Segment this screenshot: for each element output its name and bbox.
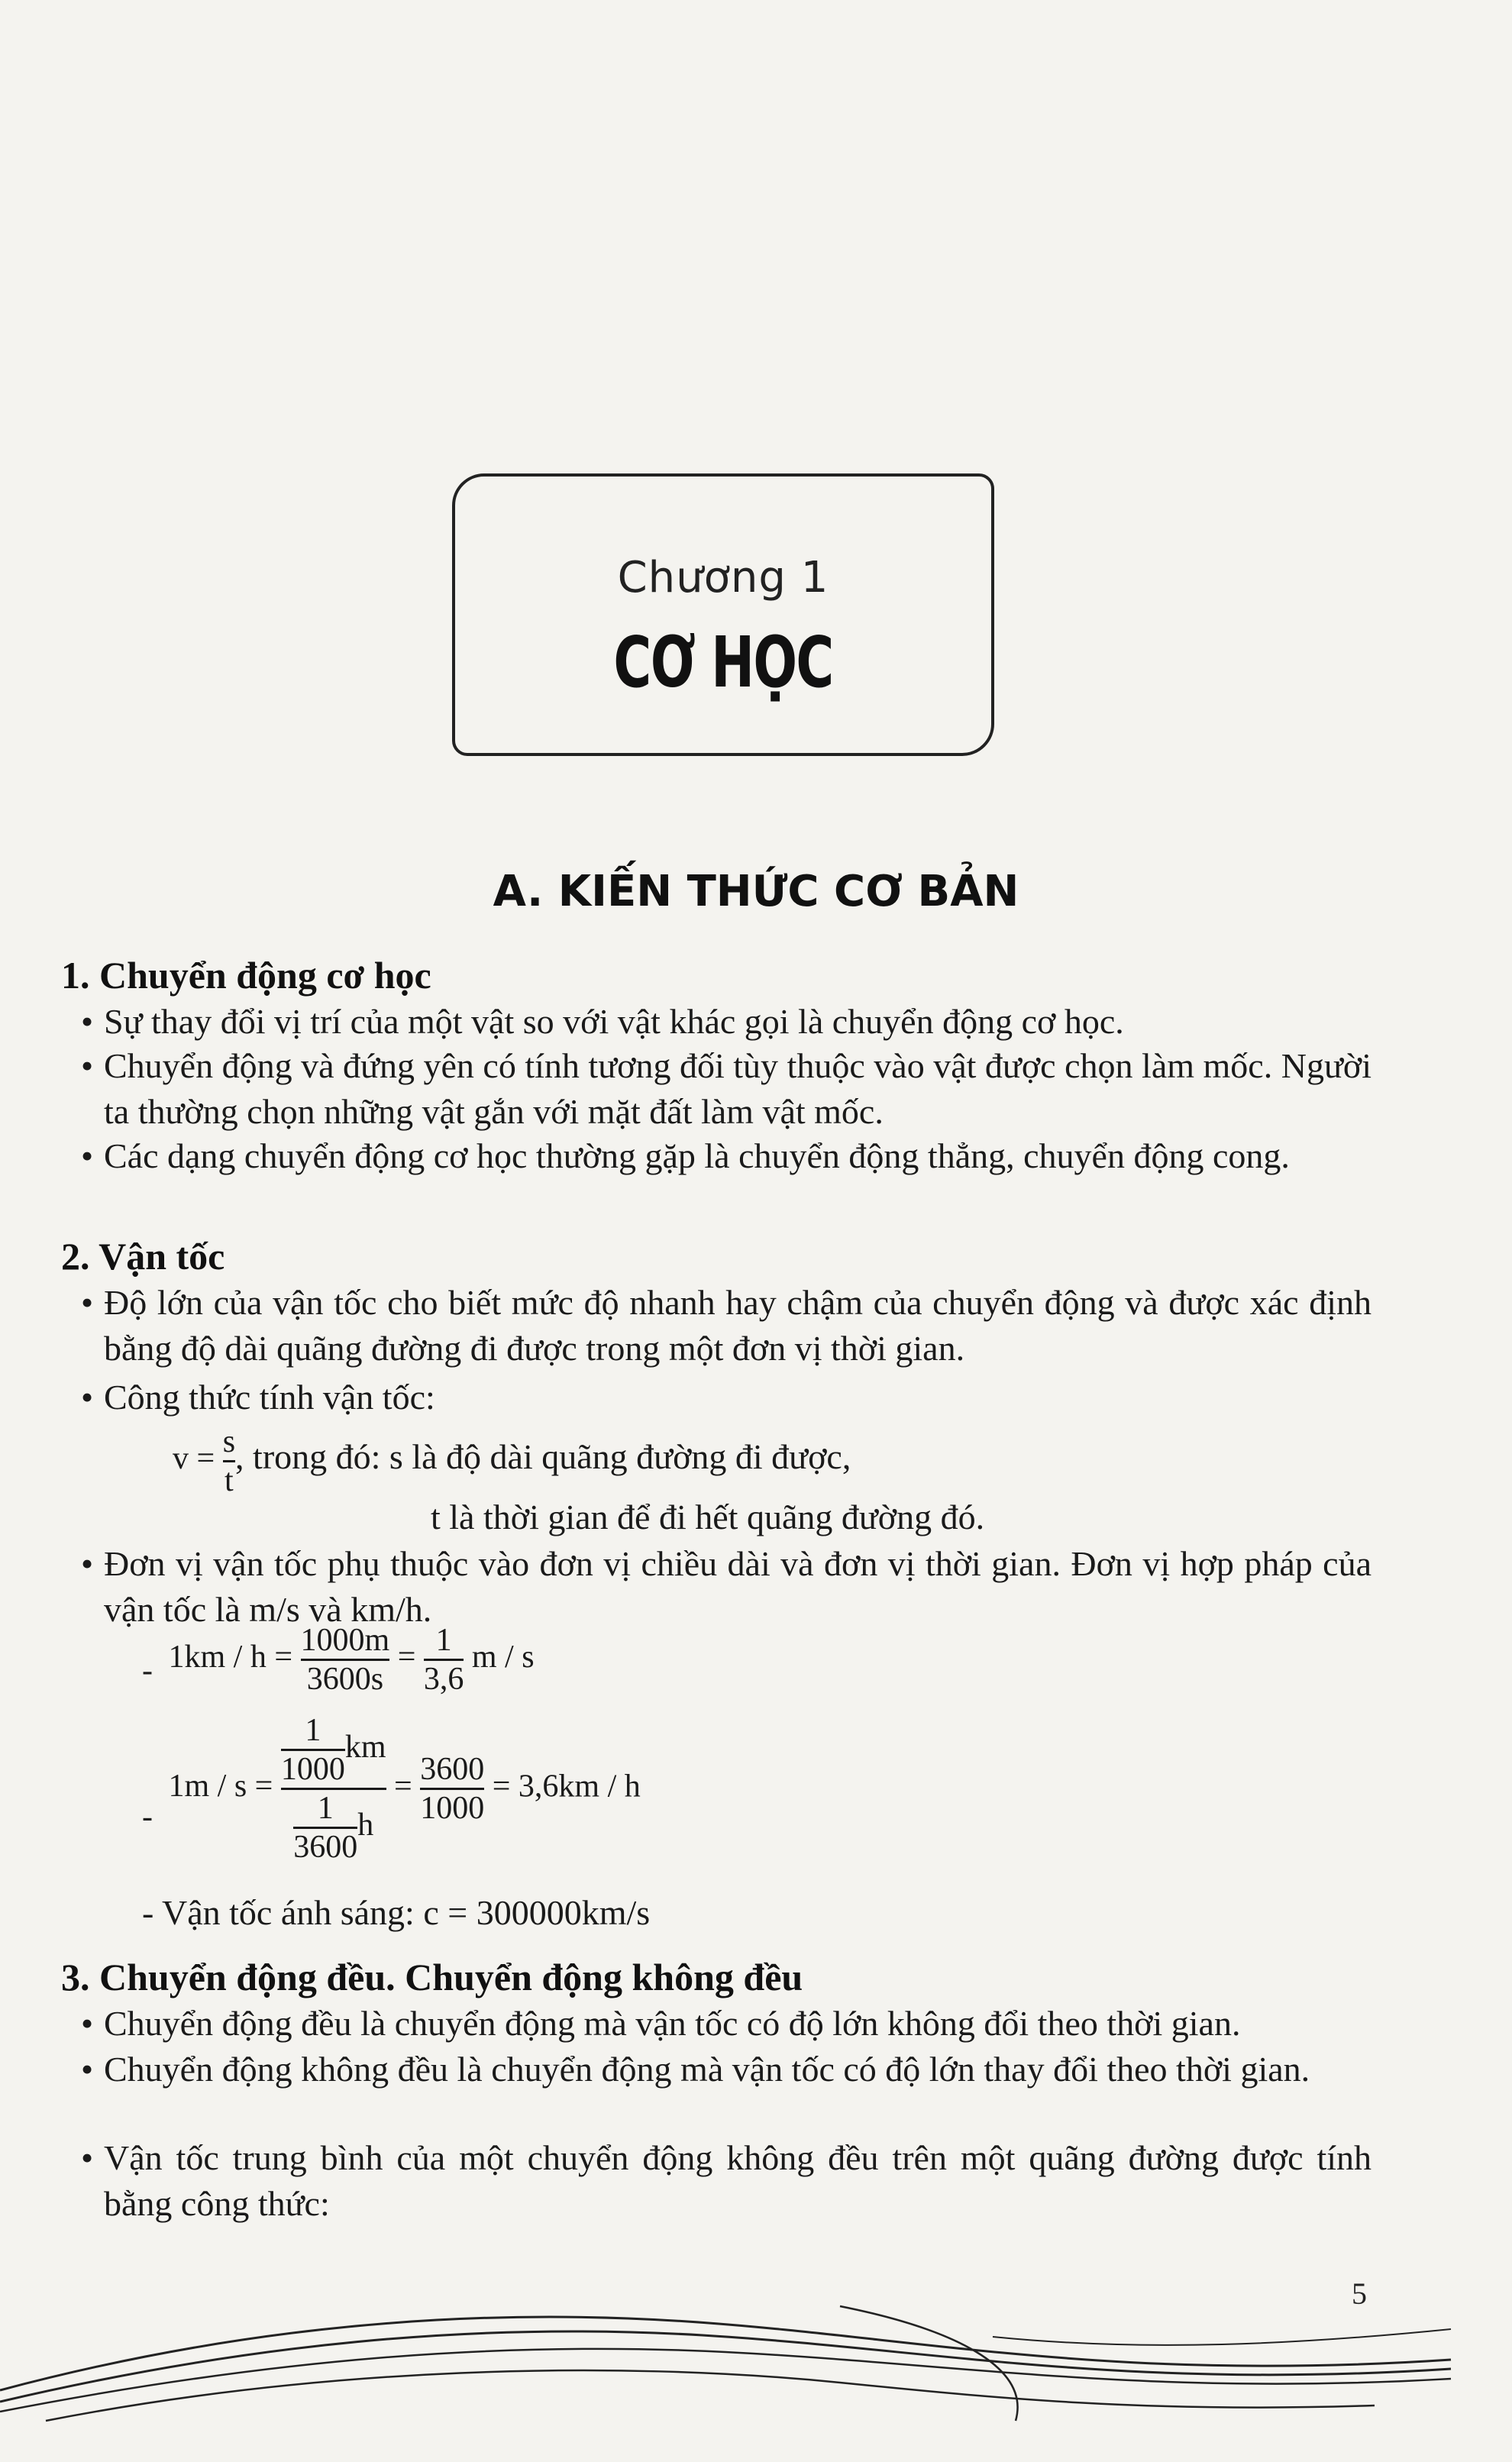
velocity-formula <box>173 1425 851 1498</box>
s3-bullet-2 <box>81 2047 1371 2092</box>
s3-bullet-2-text: Chuyển động không đều là chuyển động mà vận tốc có độ lớn thay đổi theo thời gian. <box>104 2050 1310 2089</box>
s2-bullet-2 <box>81 1375 1371 1420</box>
fraction-1000m-3600s <box>301 1624 390 1696</box>
fraction-3600-1000 <box>420 1753 484 1825</box>
bullet-dot: • <box>81 1046 94 1085</box>
denominator: t <box>225 1463 234 1499</box>
s2-bullet-2-text: Công thức tính vận tốc: <box>104 1378 435 1417</box>
formula-explanation-1: , trong đó: s là độ dài quãng đường đi được, <box>235 1437 851 1477</box>
section-2-title: 2. Vận tốc <box>61 1235 225 1278</box>
chapter-label: Chương 1 <box>617 553 829 603</box>
numerator: 1 <box>305 1713 321 1748</box>
fraction-bar <box>424 1659 464 1661</box>
s1-bullet-1-text: Sự thay đổi vị trí của một vật so với vật khác gọi là chuyển động cơ học. <box>104 1002 1124 1041</box>
compound-denominator <box>281 1792 386 1864</box>
section-3-title: 3. Chuyển động đều. Chuyển động không đều <box>61 1956 803 1998</box>
conversion-result: = 3,6km / h <box>492 1769 641 1804</box>
s2-bullet-1-text: Độ lớn của vận tốc cho biết mức độ nhanh hay chậm của chuyển động và được xác định bằng độ dài quãng đường đi được trong một đơn vị thời gian. <box>104 1283 1371 1368</box>
conversion-lhs: 1m / s = <box>168 1769 273 1804</box>
s1-bullet-3 <box>81 1133 1371 1179</box>
bullet-dot: • <box>81 2004 94 2043</box>
light-speed: - Vận tốc ánh sáng: c = 300000km/s <box>142 1893 651 1932</box>
s1-bullet-3-text: Các dạng chuyển động cơ học thường gặp là chuyển động thẳng, chuyển động cong. <box>104 1136 1290 1175</box>
s2-bullet-1 <box>81 1280 1371 1372</box>
s1-bullet-1 <box>81 999 1371 1045</box>
fraction-bar <box>420 1788 484 1790</box>
s2-bullet-3-text: Đơn vị vận tốc phụ thuộc vào đơn vị chiều dài và đơn vị thời gian. Đơn vị hợp pháp của vận tốc là m/s và km/h. <box>104 1544 1371 1629</box>
fraction-bar <box>223 1460 235 1462</box>
numerator: s <box>222 1424 236 1459</box>
conversion-lhs: 1km / h = <box>168 1640 293 1675</box>
bullet-dot: • <box>81 1136 94 1175</box>
denominator: 1000 <box>280 1752 345 1788</box>
unit-h: h <box>357 1808 374 1843</box>
denominator: 1000 <box>420 1791 485 1827</box>
page-number: 5 <box>1352 2276 1367 2311</box>
fraction-s-over-t <box>223 1425 235 1498</box>
fraction-bar <box>293 1827 357 1829</box>
main-fraction-bar <box>281 1788 386 1790</box>
formula-explanation-2: t là thời gian để đi hết quãng đường đó. <box>431 1498 985 1536</box>
denominator: 3600s <box>306 1662 384 1698</box>
compound-fraction <box>281 1714 386 1864</box>
formula-lhs: v = <box>173 1441 215 1477</box>
bullet-dot: • <box>81 1283 94 1322</box>
s2-bullet-3 <box>81 1541 1371 1633</box>
chapter-box <box>452 473 994 756</box>
s1-bullet-2-text: Chuyển động và đứng yên có tính tương đối tùy thuộc vào vật được chọn làm mốc. Người ta thường chọn những vật gắn với mặt đất làm vật mốc. <box>104 1046 1371 1131</box>
chapter-title: CƠ HỌC <box>613 622 833 703</box>
dash: - <box>142 1799 153 1835</box>
bullet-dot: • <box>81 2050 94 2089</box>
fraction-bar <box>281 1749 345 1751</box>
numerator: 1 <box>435 1623 452 1658</box>
denominator: 3600 <box>293 1830 358 1866</box>
fraction-1-3600 <box>293 1792 357 1864</box>
bullet-dot: • <box>81 2138 94 2177</box>
conversion-ms <box>142 1714 641 1864</box>
section-heading: A. KIẾN THỨC CƠ BẢN <box>493 867 1019 916</box>
conversion-kmh <box>142 1624 535 1696</box>
unit-km: km <box>344 1730 386 1766</box>
bullet-dot: • <box>81 1544 94 1583</box>
dash: - <box>142 1653 153 1689</box>
bullet-dot: • <box>81 1378 94 1417</box>
s3-bullet-3 <box>81 2135 1371 2227</box>
equals-sign: = <box>394 1769 412 1804</box>
numerator: 1 <box>317 1791 334 1827</box>
bullet-dot: • <box>81 1002 94 1041</box>
fraction-bar <box>301 1659 390 1661</box>
compound-numerator <box>281 1714 386 1786</box>
fraction-1-3-6 <box>424 1624 464 1696</box>
unit: m / s <box>471 1640 535 1675</box>
s3-bullet-1-text: Chuyển động đều là chuyển động mà vận tốc có độ lớn không đổi theo thời gian. <box>104 2004 1241 2043</box>
decorative-wave-footer <box>0 2276 1512 2462</box>
fraction-1-1000 <box>281 1714 345 1786</box>
s3-bullet-3-text: Vận tốc trung bình của một chuyển động không đều trên một quãng đường được tính bằng công thức: <box>104 2138 1371 2223</box>
denominator: 3,6 <box>423 1662 464 1698</box>
s3-bullet-1 <box>81 2001 1371 2047</box>
section-1-title: 1. Chuyển động cơ học <box>61 954 431 997</box>
numerator: 3600 <box>420 1752 485 1788</box>
equals-sign: = <box>397 1640 416 1675</box>
numerator: 1000m <box>300 1623 390 1658</box>
s1-bullet-2 <box>81 1043 1371 1135</box>
